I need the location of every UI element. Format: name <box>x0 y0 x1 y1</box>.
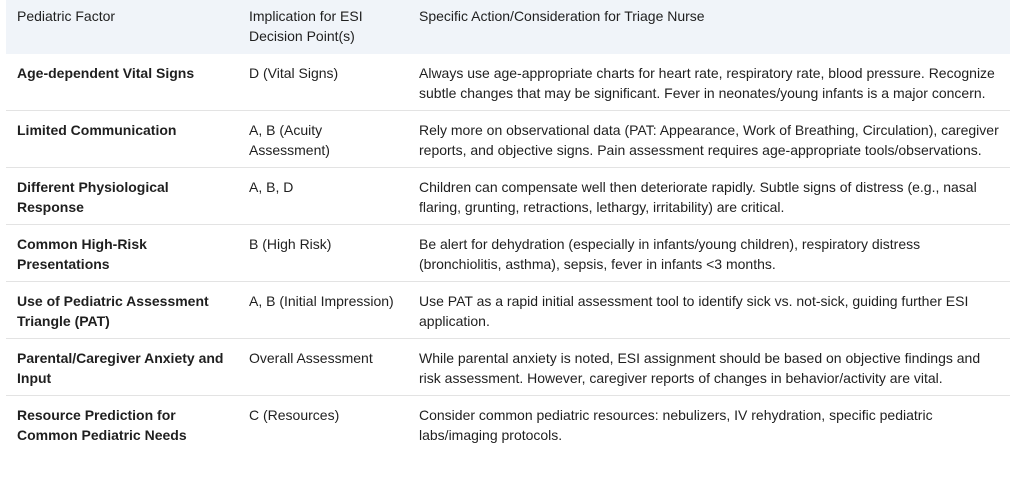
cell-factor: Use of Pediatric Assessment Triangle (PAT) <box>6 282 238 339</box>
cell-implication: A, B (Acuity Assessment) <box>238 111 408 168</box>
cell-action: While parental anxiety is noted, ESI assignment should be based on objective findings and risk assessment. However, caregiver reports of changes in behavior/activity are vital. <box>408 339 1010 396</box>
header-pediatric-factor: Pediatric Factor <box>17 8 116 24</box>
cell-action: Children can compensate well then deteriorate rapidly. Subtle signs of distress (e.g., nasal flaring, grunting, retractions, lethargy, irritability) are critical. <box>408 168 1010 225</box>
pediatric-triage-table <box>6 0 1010 452</box>
cell-factor: Age-dependent Vital Signs <box>6 54 238 111</box>
table-row <box>6 225 1010 282</box>
cell-factor: Limited Communication <box>6 111 238 168</box>
cell-action: Be alert for dehydration (especially in infants/young children), respiratory distress (bronchiolitis, asthma), sepsis, fever in infants <3 months. <box>408 225 1010 282</box>
table-row <box>6 54 1010 111</box>
table-row <box>6 339 1010 396</box>
cell-implication: Overall Assessment <box>238 339 408 396</box>
header-esi-implication: Implication for ESI Decision Point(s) <box>249 8 363 44</box>
header-nurse-action: Specific Action/Consideration for Triage Nurse <box>419 8 705 24</box>
table-row <box>6 282 1010 339</box>
pediatric-triage-table-container <box>6 0 1010 452</box>
cell-factor: Different Physiological Response <box>6 168 238 225</box>
table-body <box>6 54 1010 452</box>
cell-factor: Parental/Caregiver Anxiety and Input <box>6 339 238 396</box>
cell-factor: Common High-Risk Presentations <box>6 225 238 282</box>
table-row <box>6 168 1010 225</box>
cell-action: Use PAT as a rapid initial assessment tool to identify sick vs. not-sick, guiding further ESI application. <box>408 282 1010 339</box>
cell-implication: A, B (Initial Impression) <box>238 282 408 339</box>
table-row <box>6 111 1010 168</box>
cell-factor: Resource Prediction for Common Pediatric Needs <box>17 407 187 443</box>
cell-action: Consider common pediatric resources: nebulizers, IV rehydration, specific pediatric labs/imaging protocols. <box>419 407 933 443</box>
cell-implication: B (High Risk) <box>238 225 408 282</box>
header-row <box>6 0 1010 54</box>
cell-action: Rely more on observational data (PAT: Appearance, Work of Breathing, Circulation), caregiver reports, and objective signs. Pain assessment requires age-appropriate tools/observations. <box>408 111 1010 168</box>
cell-action: Always use age-appropriate charts for heart rate, respiratory rate, blood pressure. Recognize subtle changes that may be significant. Fever in neonates/young infants is a major concern. <box>408 54 1010 111</box>
table-row <box>6 396 1010 453</box>
cell-implication: A, B, D <box>238 168 408 225</box>
cell-implication: D (Vital Signs) <box>238 54 408 111</box>
table-header <box>6 0 1010 54</box>
cell-implication: C (Resources) <box>249 407 340 423</box>
